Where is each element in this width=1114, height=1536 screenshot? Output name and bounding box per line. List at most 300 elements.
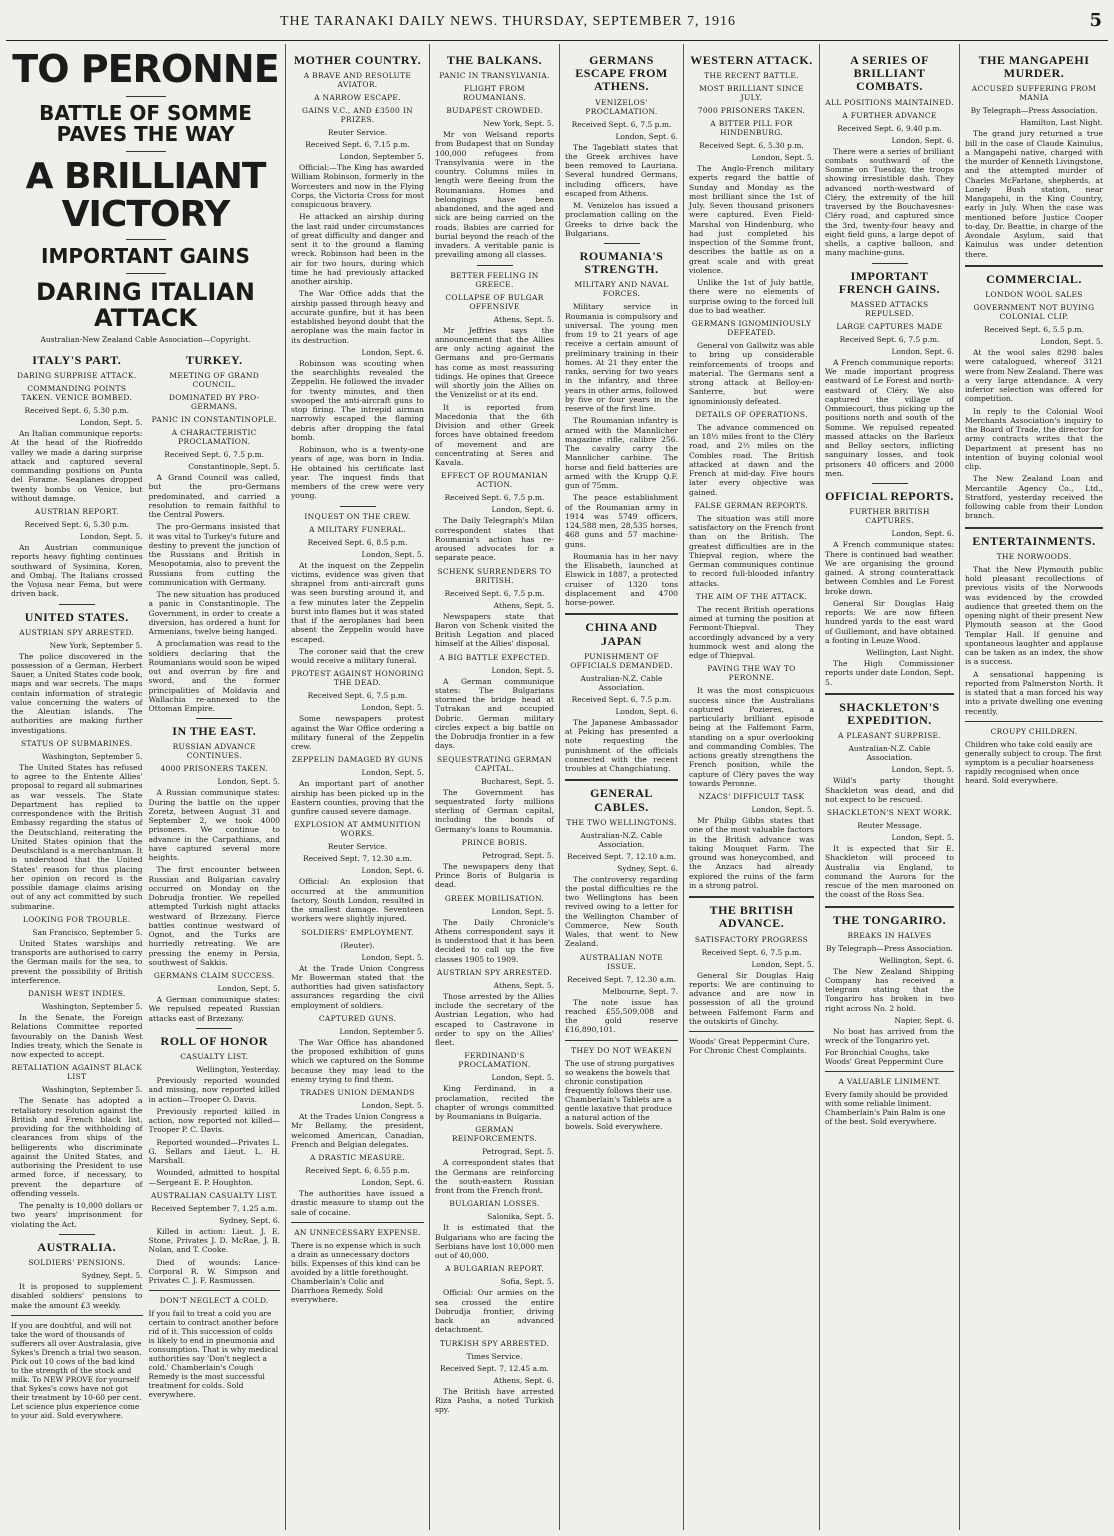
received-line: Received Sept. 6, 6.55 p.m.	[305, 1166, 410, 1176]
divider	[689, 1031, 814, 1032]
deck: DANISH WEST INDIES.	[27, 989, 126, 999]
dateline: Washington, September 5.	[41, 1085, 143, 1095]
divider	[126, 239, 166, 240]
article-text: The British have arrested Riza Pasha, a noted Turkish spy.	[435, 1386, 554, 1415]
column-mangapehi	[960, 44, 1108, 1530]
article-text: The grand jury returned a true bill in the case of Claude Kainulus, a Mangapehi native, charged with the murder of Kenneth Livingstone, and the attempted murder of Charles McFarlane, shepherds, at Lonely Bush station, near Mangapehi, in the King Country, early in July. When the case was mentioned before Justice Cooper to-day, Dr. Beattie, in charge of the Avondale Asylum, said that Kainulus was under detention there.	[965, 129, 1103, 259]
deck: TRADES UNION DEMANDS	[300, 1088, 415, 1098]
deck: A FURTHER ADVANCE	[842, 110, 937, 120]
article-text: In reply to the Colonial Wool Merchants Association's inquiry to the Board of Trade, the director for army contracts writes that the Department at present has no intention of buying colonial wool clip.	[965, 406, 1103, 472]
newspaper-columns	[6, 44, 1108, 1530]
deck: DOMINATED BY PRO-GERMANS.	[168, 393, 260, 412]
deck: MOST BRILLIANT SINCE JULY.	[699, 84, 804, 103]
dateline: Constantinople, Sept. 5.	[188, 462, 280, 472]
deck: A BIG BATTLE EXPECTED.	[439, 652, 550, 662]
deck: A BULGARIAN REPORT.	[445, 1264, 544, 1274]
dateline: Sydney, Sept. 5.	[81, 1271, 143, 1281]
article-text: Wild's party thought Shackleton was dead, and did not expect to be rescued.	[825, 776, 954, 804]
article-text: A sensational happening is reported from Palmerston North. It is stated that a man forced his way into a private dwelling one evening recently.	[965, 669, 1103, 716]
dateline: Petrograd, Sept. 5.	[481, 850, 554, 860]
advertisement: If you are doubtful, and will not take the word of thousands of sufferers all over Australasia, give Sykes's Drench a trial two season. Pick out 10 cows of the bad kind to the strength of the stock and milk. To NEW PROVE for yourself that Sykes's cows have not got their treatment by 10-60 per cent. Let science plus experience come to your aid. Sold everywhere.	[11, 1320, 142, 1420]
divider	[872, 263, 908, 264]
article-text: Some newspapers protest against the War Office ordering a military funeral of the Zeppelin crew.	[291, 714, 424, 752]
article-heading: SHACKLETON'S EXPEDITION.	[839, 699, 940, 728]
article-text: At the wool sales 8298 bales were catalogued, whereof 3121 were from New Zealand. There was a very large attendance. A very inferior selection was offered for competition.	[965, 348, 1103, 404]
deck: STATUS OF SUBMARINES.	[20, 738, 133, 748]
deck: GREEK MOBILISATION.	[444, 893, 545, 903]
article-text: A Grand Council was called, but the pro-Germans predominated, and carried a resolution to remain faithful to the Central Powers.	[148, 473, 280, 520]
deck: EXPLOSION AT AMMUNITION WORKS.	[294, 820, 421, 839]
deck: RUSSIAN ADVANCE CONTINUES.	[172, 742, 256, 761]
advertisement: There is no expense which is such a drain as unnecessary doctors bills. Expenses of this kind can be avoided by a little forethought. Chamberlain's Colic and Diarrhoea Remedy. Sold everywhere.	[291, 1240, 421, 1304]
lead-headline-3: DARING ITALIAN ATTACK	[36, 278, 255, 332]
subcolumn-right	[149, 348, 281, 1423]
article-text: A correspondent states that the Germans are reinforcing the south-eastern Russian front from the French front.	[435, 1158, 554, 1196]
divider	[291, 1222, 424, 1223]
received-line: Reuter Service.	[327, 842, 388, 852]
advertisement: For Bronchial Coughs, take Woods' Great Peppermint Cure	[825, 1048, 944, 1067]
article-text: He attacked an airship during the last raid under circumstances of great difficulty and danger and sent it to the ground a flaming wreck. Robinson had been in the air for two hours, during which time he had previously attacked another airship.	[291, 212, 424, 287]
article-text: The Roumanian infantry is armed with the Mannlicher magazine rifle, calibre 256. The cavalry carry the Mannlicher carbine. The horse and field batteries are armed with the Krupp Q.F. gun of 75mm.	[565, 416, 678, 491]
divider	[149, 1290, 281, 1291]
dateline: Wellington, Sept. 6.	[879, 955, 954, 965]
dateline: New York, September 5.	[49, 640, 143, 650]
article-heading: ITALY'S PART.	[32, 352, 122, 367]
article-text: The peace establishment of the Roumanian army in 1914 was 5749 officers, 124,588 men, 28,535 horses, 468 guns and 57 machine-guns.	[565, 493, 678, 549]
dateline: Petrograd, Sept. 5.	[481, 1147, 554, 1157]
deck: A PLEASANT SURPRISE.	[838, 731, 941, 741]
deck: SHACKLETON'S NEXT WORK.	[826, 808, 953, 817]
dateline: London, Sept. 5.	[79, 418, 143, 428]
deck: PANIC IN TRANSYLVANIA.	[439, 71, 550, 81]
deck: GERMAN REINFORCEMENTS.	[451, 1125, 538, 1144]
divider	[965, 265, 1103, 267]
dateline: Sofia, Sept. 5.	[500, 1277, 554, 1287]
deck: 4000 PRISONERS TAKEN.	[160, 764, 268, 774]
article-text: The Japanese Ambassador at Peking has presented a note requesting the punishment of the officials connected with the recent troubles at Changchiatung.	[565, 717, 678, 774]
deck: MASSED ATTACKS REPULSED.	[850, 299, 929, 318]
article-text: United States warships and transports are authorised to carry the German mails for the sea, to prevent the possibility of British interference.	[11, 938, 143, 985]
dateline: Sydney, Sept. 6.	[617, 863, 678, 873]
dateline: London, Sept. 5.	[217, 777, 280, 787]
article-text: Official: An explosion that occurred at the ammunition factory, South London, resulted in the smallest damage. Seventeen workers were slightly injured.	[291, 877, 424, 924]
deck: THE RECENT BATTLE.	[704, 71, 799, 81]
divider	[126, 96, 166, 97]
article-text: There were a series of brilliant combats southward of the Somme on Tuesday, the troops showing irresistible dash. They advanced north-westward of Cléry, the extremity of the hill traversed by the Bouchavesnes-Cléry road, and captured since the 3rd, twenty-four heavy and eight field guns, a large depot of shells, a captive balloon, and many machine-guns.	[825, 146, 954, 258]
article-text: General Sir Douglas Haig reports: We are now fifteen hundred yards to the east ward of Guillemont, and have obtained a footing in Leuze Wood.	[825, 598, 954, 645]
received-line: Received Sept. 6, 7.5 p.m.	[444, 493, 545, 503]
deck: INQUEST ON THE CREW.	[304, 511, 411, 521]
article-text: Killed in action: Lieut. J. E. Stone, Privates J. D. McRae, J. B. Nolan, and T. Cooke.	[148, 1226, 280, 1255]
article-text: An important part of another airship has been picked up in the Eastern counties, proving that the gunfire caused severe damage.	[291, 779, 424, 817]
dateline: London, Sept. 6.	[361, 347, 424, 357]
deck: CROUPY CHILDREN.	[990, 726, 1078, 736]
article-heading: ROUMANIA'S STRENGTH.	[579, 249, 664, 277]
deck: LONDON WOOL SALES	[985, 290, 1083, 300]
deck: FURTHER BRITISH CAPTURES.	[849, 507, 930, 526]
article-heading: UNITED STATES.	[24, 609, 129, 624]
deck: COLLAPSE OF BULGAR OFFENSIVE	[445, 292, 544, 311]
received-line: Received Sept. 7, 12.10 a.m.	[567, 851, 676, 861]
dateline: Athens, Sept. 5.	[493, 600, 554, 610]
deck: PRINCE BORIS.	[461, 837, 528, 847]
article-text: Newspapers state that Baron von Schenk visited the British Legation and placed himself at the Allies' disposal.	[435, 611, 554, 649]
article-text: The United States has refused to agree to the Entente Allies' proposal to regard all submarines as war vessels. The State Department has replied to correspondence with the British Embassy regarding the status of the Deutschland, reiterating the United States opinion that the Deutschland is a merchantman. It is understood that the United States' reason for thus placing her opinion on record is the possible damage claims arising out of any act committed by such submarine.	[11, 762, 143, 911]
article-text: An Italian communique reports: At the head of the Riofreddo valley we made a daring surprise attack and captured several commanding positions on Punta del Forame. Seaplanes dropped twenty bombs on Venice, but without damage.	[11, 429, 143, 503]
masthead-rule	[6, 40, 1108, 41]
deck: FALSE GERMAN REPORTS.	[694, 500, 809, 510]
advertisement: Every family should be provided with some reliable liniment. Chamberlain's Pain Balm is one of the best. Sold everywhere.	[825, 1090, 948, 1127]
deck: SCHENK SURRENDERS TO BRITISH.	[437, 566, 552, 585]
deck: THEY DO NOT WEAKEN	[571, 1045, 672, 1055]
deck: SOLDIERS' PENSIONS.	[28, 1258, 126, 1268]
article-text: Those arrested by the Allies include the secretary of the Austrian Legation, who had escaped to Castravone in order to spy on the Allies' fleet.	[435, 991, 554, 1048]
article-text: Previously reported killed in action, now reported not killed—Trooper P. C. Davis.	[148, 1106, 280, 1135]
deck: EFFECT OF ROUMANIAN ACTION.	[441, 471, 548, 490]
article-heading: GERMANS ESCAPE FROM ATHENS.	[575, 53, 668, 94]
received-line: Received Sept. 6, 7.5 p.m.	[571, 119, 672, 129]
divider	[59, 1234, 95, 1235]
deck: BREAKS IN HALVES	[847, 930, 932, 940]
article-text: It was the most conspicuous success since the Australians captured Pozieres, a particularly brilliant episode being at the Falfemont Farm, standing on a spur overlooking and commanding Combles. The actions greatly strengthens the French position, while the capture of Cléry paves the way towards Peronne.	[689, 686, 814, 788]
lead-headline-2: A BRILLIANT VICTORY	[25, 155, 266, 235]
article-text: The new situation has produced a panic in Constantinople. The Government, in order to create a diversion, has ordered a hunt for Armenians, twelve being hanged.	[148, 590, 280, 637]
article-text: Roumania has in her navy the Elisabeth, launched at Elswick in 1887, a protected cruiser of 1320 tons displacement and 4700 horse-power.	[565, 551, 678, 608]
article-text: The coroner said that the crew would receive a military funeral.	[291, 646, 424, 666]
divider	[689, 896, 814, 898]
divider	[196, 718, 232, 719]
article-text: Official: Our armies on the sea crossed the entire Dobrudja frontier, driving back an advanced detachment.	[435, 1288, 554, 1335]
article-text: Wounded, admitted to hospital—Sergeant E. P. Houghton.	[148, 1168, 280, 1187]
advertisement: Woods' Great Peppermint Cure. For Chronic Chest Complaints.	[689, 1037, 810, 1056]
article-text: The High Commissioner reports under date London, Sept. 5.	[825, 659, 954, 687]
dateline: Athens, Sept. 6.	[493, 1375, 554, 1385]
dateline: Bucharest, Sept. 5.	[481, 776, 554, 786]
deck: CASUALTY LIST.	[180, 1052, 249, 1062]
article-heading: IMPORTANT FRENCH GAINS.	[838, 268, 941, 296]
deck: AN UNNECESSARY EXPENSE.	[294, 1227, 421, 1237]
deck: AUSTRIAN SPY ARRESTED.	[437, 967, 552, 977]
dateline: London, Sept. 5.	[361, 703, 424, 713]
article-text: The Daily Telegraph's Milan correspondent states that Roumania's action has re-aroused advocates for a separate peace.	[435, 516, 554, 563]
deck: DETAILS OF OPERATIONS.	[695, 409, 808, 419]
deck: A MILITARY FUNERAL.	[309, 524, 406, 534]
deck: MEETING OF GRAND COUNCIL.	[169, 371, 260, 390]
dateline: London, Sept. 5.	[491, 1073, 554, 1083]
deck: A NARROW ESCAPE.	[314, 93, 401, 103]
dateline: Washington, September 5.	[41, 751, 143, 761]
article-heading: ENTERTAINMENTS.	[972, 533, 1096, 548]
article-text: In the Senate, the Foreign Relations Committee reported favourably on the Danish West Indies treaty, which the Senate is now expected to accept.	[11, 1013, 143, 1060]
article-text: That the New Plymouth public hold pleasant recollections of previous visits of the Norwoods was evidenced by the crowded audience that greeted them on the opening night of their present New Plymouth season at the Good Templar Hall. If genuine and spontaneous laughter and applause can be taken as an index, the show is a success.	[965, 564, 1103, 667]
dateline: London, Sept. 6.	[491, 505, 554, 515]
deck: SEQUESTRATING GERMAN CAPITAL.	[436, 754, 553, 773]
received-line: Received Sept. 6, 7.5 p.m.	[444, 588, 545, 598]
received-line: (Reuter).	[340, 940, 375, 950]
divider	[965, 721, 1103, 722]
dateline: London, Sept. 5.	[217, 984, 280, 994]
deck: BULGARIAN LOSSES.	[449, 1199, 540, 1209]
received-line: Received Sept. 6, 7.5 p.m.	[571, 694, 672, 704]
newspaper-title: THE TARANAKI DAILY NEWS. THURSDAY, SEPTEMBER 7, 1916	[280, 14, 737, 29]
deck: LARGE CAPTURES MADE	[836, 321, 943, 331]
advertisement: If you fail to treat a cold you are certain to contract another before rid of it. This succession of colds is likely to end in pneumonia and consumption. That is why medical authorities say 'Don't neglect a cold.' Chamberlain's Cough Remedy is the most successful treatment for colds. Sold everywhere.	[148, 1309, 279, 1400]
deck: GERMANS IGNOMINIOUSLY DEFEATED.	[691, 319, 812, 338]
lead-subhead: BATTLE OF SOMME PAVES THE WAY	[39, 100, 252, 146]
article-heading: THE TONGARIRO.	[832, 912, 947, 927]
deck: GOVERNMENT NOT BUYING COLONIAL CLIP.	[973, 303, 1095, 322]
article-text: The penalty is 10,000 dollars or two years' imprisonment for violating the Act.	[11, 1201, 143, 1229]
article-text: It is expected that Sir E. Shackleton will proceed to Australia via England, to command the Aurora for the rescue of the men marooned on the coast of the Ross Sea.	[825, 844, 954, 900]
deck: DON'T NEGLECT A COLD.	[159, 1296, 269, 1306]
dateline: London, Sept. 6.	[361, 866, 424, 876]
article-text: The Anglo-French military experts regard the battle of Sunday and Monday as the most brilliant since the 1st of July. Seven thousand prisoners were captured. Even Field-Marshal von Hindenburg, who had just completed his inspection of the Somme front, describes the battle as on a great scale and with great violence.	[689, 164, 814, 275]
article-text: Robinson, who is a twenty-one years of age, was born in India. He obtained his certificate last year. The inquest finds that members of the crew were very young.	[291, 445, 424, 501]
deck: FLIGHT FROM ROUMANIANS.	[462, 84, 527, 103]
deck: COMMANDING POINTS TAKEN. VENICE BOMBED.	[21, 384, 133, 403]
deck: CAPTURED GUNS.	[318, 1013, 397, 1023]
masthead	[0, 0, 1114, 48]
dateline: Wellington, Last Night.	[865, 648, 954, 658]
article-text: The controversy regarding the postal difficulties re the two Wellingtons has been revived owing to a letter for the Wellington Chamber of Commerce, New South Wales, that went to New Zealand.	[565, 874, 678, 949]
dateline: Wellington, Yesterday.	[195, 1065, 280, 1075]
lead-headline: TO PERONNE	[12, 47, 279, 91]
deck: LOOKING FOR TROUBLE.	[22, 914, 131, 924]
deck: THE TWO WELLINGTONS.	[566, 817, 677, 827]
deck: ZEPPELIN DAMAGED BY GUNS	[291, 755, 424, 765]
deck: SATISFACTORY PROGRESS	[694, 934, 809, 944]
lead-subcolumns	[11, 348, 280, 1423]
deck: AUSTRALIAN CASUALTY LIST.	[150, 1190, 278, 1200]
article-heading: OFFICIAL REPORTS.	[825, 489, 954, 504]
article-text: The authorities have issued a drastic measure to stamp out the sale of cocaine.	[291, 1189, 424, 1217]
deck: A BRAVE AND RESOLUTE AVIATOR.	[303, 71, 412, 90]
lead-subhead-2: IMPORTANT GAINS	[41, 244, 250, 269]
received-line: Received Sept. 7, 12.30 a.m.	[567, 974, 676, 984]
received-line: Received September 7, 1.25 a.m.	[151, 1203, 278, 1213]
column-western-attack	[684, 44, 820, 1530]
divider	[565, 613, 678, 615]
column-mother-country	[286, 44, 430, 1530]
dateline: London, Sept. 5.	[751, 805, 814, 815]
deck: SOLDIERS' EMPLOYMENT.	[301, 927, 414, 937]
article-text: The recent British operations aimed at turning the position at Fermont-Thiepval. They accordingly advanced by a very hummock west and along the edge of Thiepval.	[689, 604, 814, 661]
received-line: Received Sept. 6, 8.5 p.m.	[307, 537, 408, 547]
dateline: London, Sept. 6.	[891, 529, 954, 539]
column-balkans	[430, 44, 560, 1530]
dateline: London, Sept. 6.	[891, 135, 954, 145]
article-text: The War Office has abandoned the proposed exhibition of guns which we captured on the Somme because they may lead to the enemy trying to find them.	[291, 1037, 424, 1084]
deck: GAINS V.C., AND £3500 IN PRIZES.	[302, 106, 413, 125]
received-line: Received Sept. 6, 9.40 p.m.	[837, 123, 942, 133]
article-text: Official:—The King has awarded William Robinson, formerly in the Worcesters and now in the Flying Corps, the Victoria Cross for most conspicuous bravery.	[291, 163, 424, 210]
dateline: London, September 5.	[339, 1026, 424, 1036]
article-text: The police discovered in the possession of a German, Herbert Sauer, a United States code book, maps and war secrets. The maps contain information of strategic value concerning the waters of the Aleutian islands. The authorities are making further investigations.	[11, 651, 143, 735]
article-text: It is reported from Macedonia that the 6th Division and other Greek forces have obtained freedom of movement and are concentrating at Seres and Kavala.	[435, 402, 554, 468]
dateline: London, September 5.	[339, 152, 424, 162]
received-line: Australian-N.Z. Cable Association.	[580, 830, 663, 849]
deck: AUSTRIAN SPY ARRESTED.	[19, 627, 135, 637]
article-text: Mr Jeffries says the announcement that the Allies are only acting against the Germans and pro-Germans has come as most reassuring tidings. He opines that Greece will shortly join the Allies on the Venizelist or at its end.	[435, 325, 554, 400]
deck: A CHARACTERISTIC PROCLAMATION.	[171, 428, 257, 447]
article-text: The pro-Germans insisted that it was vital to Turkey's future and destiny to prevent the junction of the Russians and British in Mesopotamia, also to prevent the Russians from cutting the communication with Germany.	[148, 522, 280, 587]
dateline: London, Sept. 6.	[891, 346, 954, 356]
received-line: By Telegraph—Press Association.	[970, 106, 1098, 116]
dateline: London, Sept. 6.	[361, 1178, 424, 1188]
received-line: Received Sept. 6, 7.5 p.m.	[839, 334, 940, 344]
article-text: At the inquest on the Zeppelin victims, evidence was given that shrapnel from anti-aircraft guns was seen bursting around it, and a few minutes later the Zeppelin burst into flames but it was stated that if the aeroplanes had been absent the Zeppelin would have escaped.	[291, 560, 424, 644]
divider	[604, 243, 640, 244]
deck: ALL POSITIONS MAINTAINED.	[825, 97, 954, 107]
dateline: London, Sept. 6.	[615, 706, 678, 716]
received-line: Times Service.	[466, 1351, 523, 1361]
received-line: Received Sept. 6, 7.15 p.m.	[305, 140, 410, 150]
received-line: Received Sept. 6, 5.30 p.m.	[24, 520, 129, 530]
article-text: Died of wounds: Lance-Corporal R. W. Simpson and Privates C. J. F. Rasmussen.	[148, 1257, 280, 1286]
deck: RETALIATION AGAINST BLACK LIST	[11, 1063, 143, 1082]
deck: PANIC IN CONSTANTINOPLE.	[151, 415, 277, 425]
received-line: Received Sept. 6, 7.5 p.m.	[701, 947, 802, 957]
article-text: The note issue has reached £55,509,008 and the gold reserve £16,890,101.	[565, 997, 678, 1035]
dateline: New York, Sept. 5.	[483, 119, 554, 129]
deck: THE NORWOODS.	[996, 551, 1072, 561]
article-heading: THE MANGAPEHI MURDER.	[978, 53, 1090, 81]
article-text: The Tageblatt states that the Greek archives have been removed to Lauriana. Several hundred Germans, including officers, have escaped from Athens.	[565, 142, 678, 198]
deck: A DRASTIC MEASURE.	[309, 1153, 406, 1163]
deck: TURKISH SPY ARRESTED.	[439, 1338, 550, 1348]
divider	[477, 265, 513, 266]
deck: DARING SURPRISE ATTACK.	[16, 371, 137, 381]
article-text: The situation was still more satisfactory on the French front than on the British. The greatest difficulties are in the Thiepval region, where the German communiques continue to record full-blooded infantry attacks.	[689, 513, 814, 588]
dateline: London, Sept. 6.	[615, 131, 678, 141]
article-text: At the Trade Union Congress Mr Bowerman stated that the authorities had given satisfactory assurances regarding the civil employment of soldiers.	[291, 963, 424, 1010]
dateline: London, Sept. 5.	[751, 959, 814, 969]
divider	[196, 1028, 232, 1029]
article-heading: A SERIES OF BRILLIANT COMBATS.	[850, 53, 929, 94]
article-heading: THE BRITISH ADVANCE.	[709, 903, 794, 931]
received-line: Received Sept. 6, 7.5 p.m.	[307, 691, 408, 701]
article-text: General von Gallwitz was able to bring up considerable reinforcements of troops and material. The Germans sent a strong attack at Belloy-en-Santerre, but were ignominiously defeated.	[689, 341, 814, 406]
divider	[11, 1315, 143, 1316]
divider	[126, 273, 166, 274]
received-line: Reuter Message.	[857, 821, 922, 830]
deck: THE AIM OF THE ATTACK.	[695, 591, 808, 601]
article-text: The New Zealand Loan and Mercantile Agency Co., Ltd., Stratford, yesterday received the following cable from their London branch.	[965, 474, 1103, 521]
deck: BUDAPEST CROWDED.	[446, 106, 543, 116]
article-text: A German communique states: We repulsed repeated Russian attacks east of Brzezany.	[148, 995, 280, 1023]
dateline: London, Sept. 5.	[891, 765, 954, 775]
dateline: Hamilton, Last Night.	[1020, 118, 1103, 128]
article-text: A German communique states: The Bulgarians stormed the bridge head at Tutrakan and occupied Dobric. German military circles expect a big battle on the Dobrudja frontier in a few days.	[435, 676, 554, 751]
article-text: No boat has arrived from the wreck of the Tongariro yet.	[825, 1026, 954, 1046]
article-heading: ROLL OF HONOR	[160, 1033, 268, 1048]
deck: PROTEST AGAINST HONORING THE DEAD.	[291, 669, 424, 688]
column-combats	[820, 44, 960, 1530]
received-line: Received Sept. 6, 5.30 p.m.	[699, 141, 804, 151]
subcolumn-left	[11, 348, 143, 1423]
deck: GERMANS CLAIM SUCCESS.	[153, 971, 275, 981]
dateline: Sydney, Sept. 6.	[219, 1215, 280, 1225]
dateline: London, Sept. 5.	[491, 665, 554, 675]
article-text: Unlike the 1st of July battle, there were no elements of surprise owing to the forced lull due to bad weather.	[689, 278, 814, 315]
deck: AUSTRALIAN NOTE ISSUE.	[580, 952, 663, 971]
dateline: Melbourne, Sept. 7.	[602, 986, 678, 996]
divider	[965, 527, 1103, 529]
divider	[825, 693, 954, 695]
dateline: London, Sept. 5.	[361, 952, 424, 962]
dateline: San Francisco, September 5.	[32, 927, 143, 937]
deck: NZACS' DIFFICULT TASK	[698, 792, 805, 802]
dateline: Washington, September 5.	[41, 1002, 143, 1012]
article-text: A French communique states: There is continued bad weather. We are organising the ground gained. A strong counterattack between Combles and Le Forest broke down.	[825, 540, 954, 596]
article-heading: COMMERCIAL.	[986, 271, 1082, 286]
divider	[825, 1071, 954, 1072]
article-text: Robinson was scouting when the searchlights revealed the Zeppelin. He followed the invader for twenty minutes, and then swooped the anti-aircraft guns to stop firing. The intrepid airman narrowly escaped the flaming debris after dropping the fatal bomb.	[291, 358, 424, 442]
article-text: Military service in Roumania is compulsory and universal. The young men from 19 to 21 years of age receive a certain amount of preliminary training in their homes. At 21 they enter the ranks, serving for two years in the infantry, and three years in other arms, followed by five or four years in the reserve of the first line.	[565, 302, 678, 414]
article-text: A proclamation was read to the soldiers declaring that the Roumanians would soon be wiped out and overrun by fire and sword, and the former principalities of Moldavia and Wallachia re-annexed to the Ottoman Empire.	[148, 639, 280, 714]
deck: BETTER FEELING IN GREECE.	[450, 270, 539, 289]
deck: PUNISHMENT OF OFFICIALS DEMANDED.	[570, 651, 673, 670]
received-line: Reuter Service.	[327, 128, 388, 138]
dateline: London, Sept. 5.	[751, 153, 814, 163]
article-heading: AUSTRALIA.	[37, 1239, 117, 1254]
advertisement: Children who take cold easily are generally subject to croup. The first symptom is a peculiar hoarseness rapidly recognised when once heard. Sold everywhere.	[965, 739, 1102, 785]
article-text: The New Zealand Shipping Company has received a telegram stating that the Tongariro has broken in two right across No. 2 hold.	[825, 966, 954, 1013]
article-text: The Government has sequestrated forty millions sterling of German capital, including the bonds of Germany's loans to Roumania.	[435, 787, 554, 834]
dateline: London, Sept. 5.	[891, 833, 954, 842]
dateline: London, Sept. 5.	[361, 1101, 424, 1111]
article-text: Mr von Welsand reports from Budapest that on Sunday 100,000 refugees from Transylvania were in the country. Columns miles in length were fleeing from the Roumanians. Homes and belongings have been abandoned, and the aged and sick are being carried on the roads. Babies are carried for burial beyond the reach of the invaders. A veritable panic is prevailing among all classes.	[435, 130, 554, 260]
article-text: The Daily Chronicle's Athens correspondent says it is understood that it has been decided to call up the five classes 1905 to 1909.	[435, 917, 554, 964]
divider	[825, 906, 954, 908]
dateline: London, Sept. 5.	[79, 532, 143, 542]
article-text: A French communique reports: We made important progress eastward of Le Forest and north-eastward of Cléry. We also captured the village of Ommiecourt, thus picking up the positions north and south of the Somme. We repulsed repeated massed attacks on the Barleux and Belloy sectors, inflicting sanguinary losses, and took prisoners 40 officers and 2000 men.	[825, 357, 954, 478]
deck: FERDINAND'S PROCLAMATION.	[458, 1051, 531, 1070]
divider	[565, 1040, 678, 1041]
deck: ACCUSED SUFFERING FROM MANIA	[971, 84, 1097, 103]
received-line: Received Sept. 7, 12.45 a.m.	[440, 1363, 549, 1373]
article-text: The Senate has adopted a retaliatory resolution against the British and French black list, providing for the withholding of clearances from ships of the belligerents who discriminate against the United States, and authorising the President to use armed force, if necessary, to prevent the departure of offending vessels.	[11, 1096, 143, 1198]
divider	[340, 506, 376, 507]
article-heading: MOTHER COUNTRY.	[293, 53, 422, 67]
article-text: It is estimated that the Bulgarians who are facing the Serbians have lost 10,000 men out of 40,000.	[435, 1223, 554, 1261]
article-heading: THE BALKANS.	[446, 53, 543, 67]
deck: PAVING THE WAY TO PERONNE.	[707, 664, 796, 683]
dateline: Athens, Sept. 5.	[493, 980, 554, 990]
article-text: The advance commenced on an 18½ miles front to the Cléry road, and 2½ miles on the Combles road. The British attacked at dawn and the French at mid-day. Five hours later every objective was gained.	[689, 422, 814, 497]
divider	[565, 779, 678, 781]
dateline: London, Sept. 5.	[1040, 337, 1103, 347]
article-text: It is proposed to supplement disabled soldiers' pensions to make the amount £3 weekly.	[11, 1282, 143, 1310]
cable-credit: Australian-New Zealand Cable Association—Copyright.	[40, 334, 251, 344]
received-line: By Telegraph—Press Association.	[826, 943, 953, 953]
dateline: London, Sept. 5.	[491, 906, 554, 916]
deck: AUSTRIAN REPORT.	[34, 507, 119, 517]
article-heading: TURKEY.	[185, 352, 243, 367]
article-text: Mr Philip Gibbs states that one of the most valuable factors in the British advance was taking Mouquet Farm. The ground was honeycombed, and the Anzacs had already explored the ruins of the farm in a strong patrol.	[689, 816, 814, 890]
deck: MILITARY AND NAVAL FORCES.	[574, 280, 669, 299]
received-line: Received Sept. 6, 7.5 p.m.	[164, 450, 265, 460]
dateline: Athens, Sept. 5.	[493, 314, 554, 324]
article-heading: GENERAL CABLES.	[590, 786, 653, 814]
article-heading: WESTERN ATTACK.	[690, 53, 813, 67]
article-text: Previously reported wounded and missing, now reported killed in action—Trooper O. Davis.	[148, 1076, 280, 1104]
article-text: The newspapers deny that Prince Boris of Bulgaria is dead.	[435, 861, 554, 890]
received-line: Received Sept. 6, 5.30 p.m.	[24, 406, 129, 416]
article-heading: CHINA AND JAPAN	[585, 620, 658, 648]
article-text: At the Trades Union Congress a Mr Bellamy, the president, welcomed American, Canadian, French and Belgian delegates.	[291, 1112, 424, 1149]
dateline: London, Sept. 5.	[361, 768, 424, 778]
